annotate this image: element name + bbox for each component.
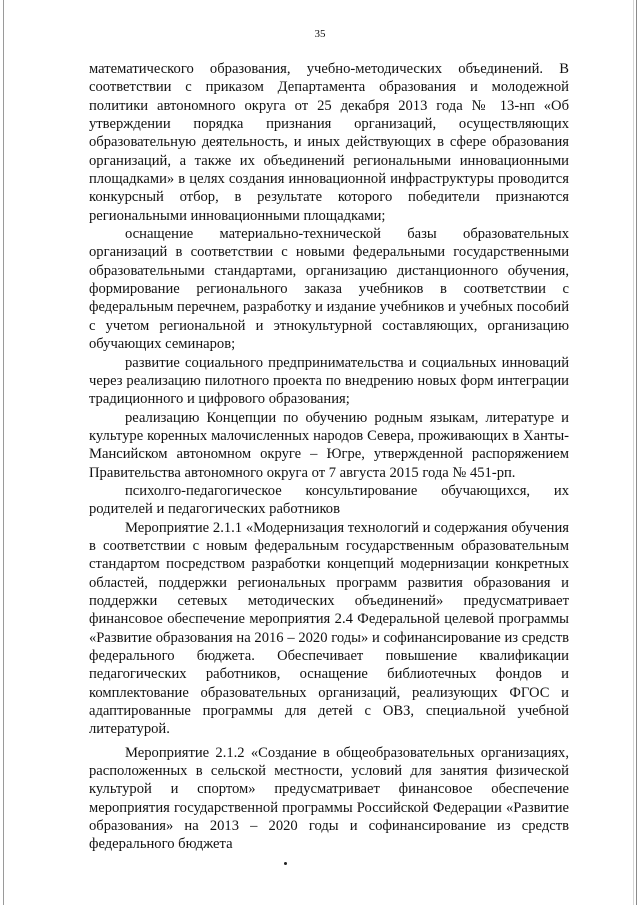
paragraph-native-languages: реализацию Концепции по обучению родным языкам, литературе и культуре коренных малочисленных народов Севера, проживающих в Ханты-Мансийском автономном округе – Югре, утвержденной распоряжением Правительства автономного округа от 7 августа 2015 года № 451-рп. bbox=[89, 409, 569, 481]
paragraph-social-entrepreneurship: развитие социального предпринимательства и социальных инноваций через реализацию пилотного проекта по внедрению новых форм интеграции традиционного и цифрового образования; bbox=[89, 354, 569, 408]
paragraph-innovation-platforms: математического образования, учебно-методических объединений. В соответствии с приказом Департамента образования и молодежной политики автономного округа от 25 декабря 2013 года № 13-нп «Об утверждении порядка признания организаций, осуществляющих образовательную деятельность, и иных действующих в сфере образования организаций, а также их объединений региональными инновационными площадками» в целях создания инновационной инфраструктуры проводится конкурсный отбор, в результате которого победители признаются региональными инновационными площадками; bbox=[89, 61, 569, 224]
scan-edge-left bbox=[3, 0, 4, 905]
scan-edge-right-inner bbox=[633, 0, 634, 905]
scan-speck bbox=[284, 862, 287, 865]
paragraph-measure-2-1-1: Мероприятие 2.1.1 «Модернизация технологий и содержания обучения в соответствии с новым федеральным государственным образовательным стандартом посредством разработки концепций модернизации конкретных областей, поддержки региональных программ развития образования и поддержки сетевых методических объединений» предусматривает финансовое обеспечение мероприятия 2.4 Федеральной целевой программы «Развитие образования на 2016 – 2020 годы» и софинансирование из средств федерального бюджета. Обеспечивает повышение квалификации педагогических работников, оснащение библиотечных фондов и комплектование образовательных организаций, реализующих ФГОС и адаптированные программы для детей с ОВЗ, специальной учебной литературой. bbox=[89, 519, 569, 738]
scan-edge-right bbox=[636, 0, 637, 905]
document-body bbox=[89, 60, 569, 854]
page-number: 35 bbox=[314, 28, 326, 40]
paragraph-material-base: оснащение материально-технической базы образовательных организаций в соответствии с новыми федеральными государственными образовательными стандартами, организацию дистанционного обучения, формирование регионального заказа учебников в соответствии с федеральным перечнем, разработку и издание учебников и учебных пособий с учетом региональной и этнокультурной составляющих, организацию обучающих семинаров; bbox=[89, 226, 569, 353]
paragraph-psychological-counseling: психолго-педагогическое консультирование обучающихся, их родителей и педагогических работников bbox=[89, 482, 569, 518]
paragraph-measure-2-1-2: Мероприятие 2.1.2 «Создание в общеобразовательных организациях, расположенных в сельской местности, условий для занятия физической культурой и спортом» предусматривает финансовое обеспечение мероприятия государственной программы Российской Федерации «Развитие образования» на 2013 – 2020 годы и софинансирование из средств федерального бюджета bbox=[89, 744, 569, 853]
